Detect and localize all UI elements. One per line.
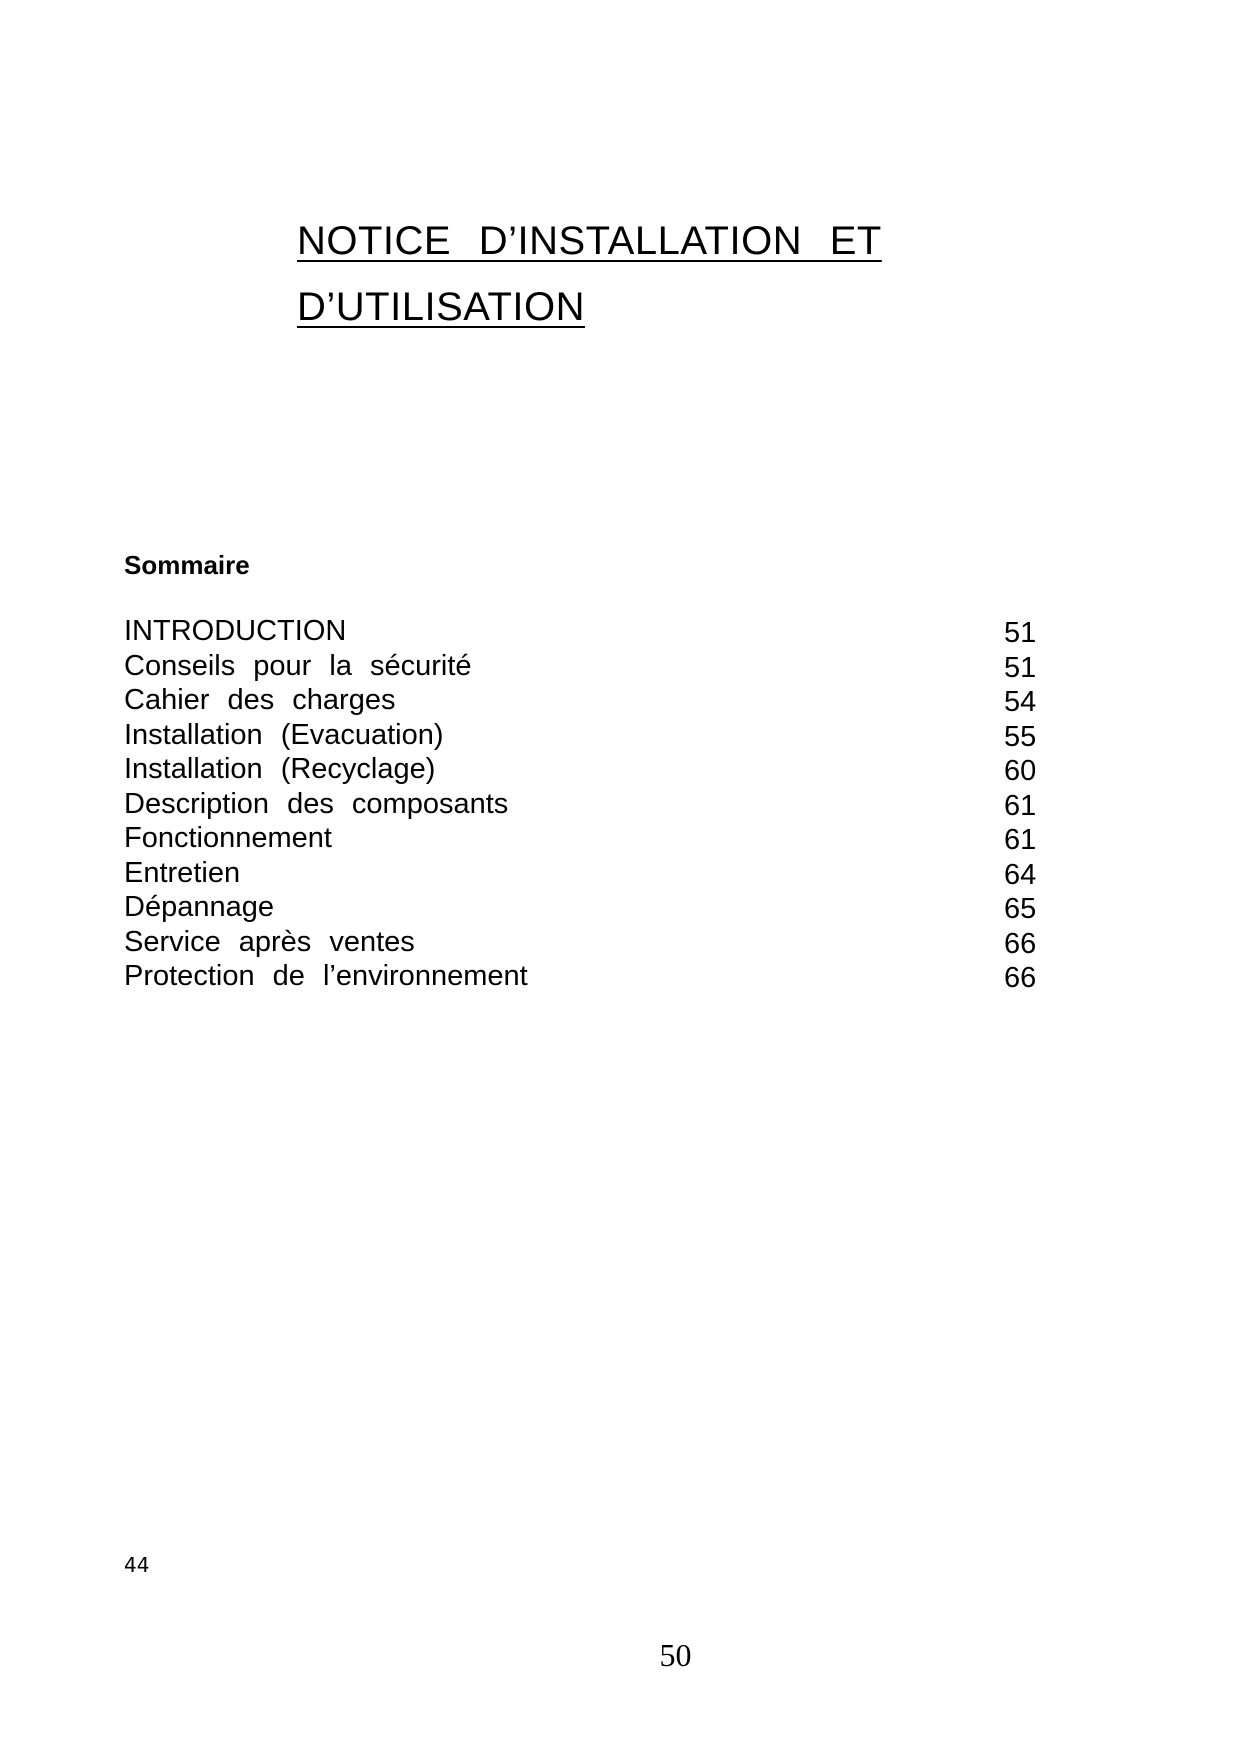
toc-item-label: Description des composants bbox=[124, 787, 509, 820]
toc-item-page: 64 bbox=[1004, 858, 1037, 891]
toc-item-label: Fonctionnement bbox=[124, 822, 332, 854]
toc-item-environment bbox=[124, 959, 1040, 994]
toc-item-label: Installation (Evacuation) bbox=[124, 718, 444, 751]
toc-item-label: Installation (Recyclage) bbox=[124, 753, 436, 785]
toc-item-after-sales bbox=[124, 925, 1040, 960]
toc-item-maintenance bbox=[124, 856, 1040, 891]
toc-item-page: 66 bbox=[1004, 962, 1037, 994]
toc-item-label: Cahier des charges bbox=[124, 684, 396, 716]
toc-item-page: 60 bbox=[1004, 755, 1037, 787]
toc-item-page: 55 bbox=[1004, 720, 1037, 753]
toc-item-label: Entretien bbox=[124, 856, 241, 889]
toc-item-page: 66 bbox=[1004, 927, 1037, 960]
toc-item-introduction bbox=[124, 614, 1040, 649]
title-line-1: NOTICE D’INSTALLATION ET bbox=[297, 219, 882, 263]
table-of-contents bbox=[124, 614, 1040, 994]
toc-item-page: 65 bbox=[1004, 893, 1037, 925]
toc-item-label: Dépannage bbox=[124, 891, 274, 923]
document-title bbox=[297, 208, 997, 340]
toc-item-label: Service après ventes bbox=[124, 925, 415, 958]
summary-heading: Sommaire bbox=[124, 550, 250, 580]
toc-item-specifications bbox=[124, 683, 1040, 718]
toc-item-installation-recycling bbox=[124, 752, 1040, 787]
page-number: 50 bbox=[659, 1637, 692, 1673]
title-line-2: D’UTILISATION bbox=[297, 285, 586, 329]
toc-item-safety bbox=[124, 649, 1040, 684]
toc-item-operation bbox=[124, 821, 1040, 856]
toc-item-label: INTRODUCTION bbox=[124, 615, 347, 647]
toc-item-page: 51 bbox=[1004, 651, 1037, 684]
toc-item-components bbox=[124, 787, 1040, 822]
footer-small-number: 44 bbox=[124, 1553, 150, 1577]
toc-item-page: 61 bbox=[1004, 789, 1037, 822]
toc-item-page: 54 bbox=[1004, 686, 1037, 718]
toc-item-label: Conseils pour la sécurité bbox=[124, 649, 472, 682]
toc-item-troubleshooting bbox=[124, 890, 1040, 925]
toc-item-label: Protection de l’environnement bbox=[124, 960, 528, 992]
toc-item-page: 61 bbox=[1004, 824, 1037, 856]
toc-item-installation-evacuation bbox=[124, 718, 1040, 753]
toc-item-page: 51 bbox=[1004, 617, 1037, 649]
